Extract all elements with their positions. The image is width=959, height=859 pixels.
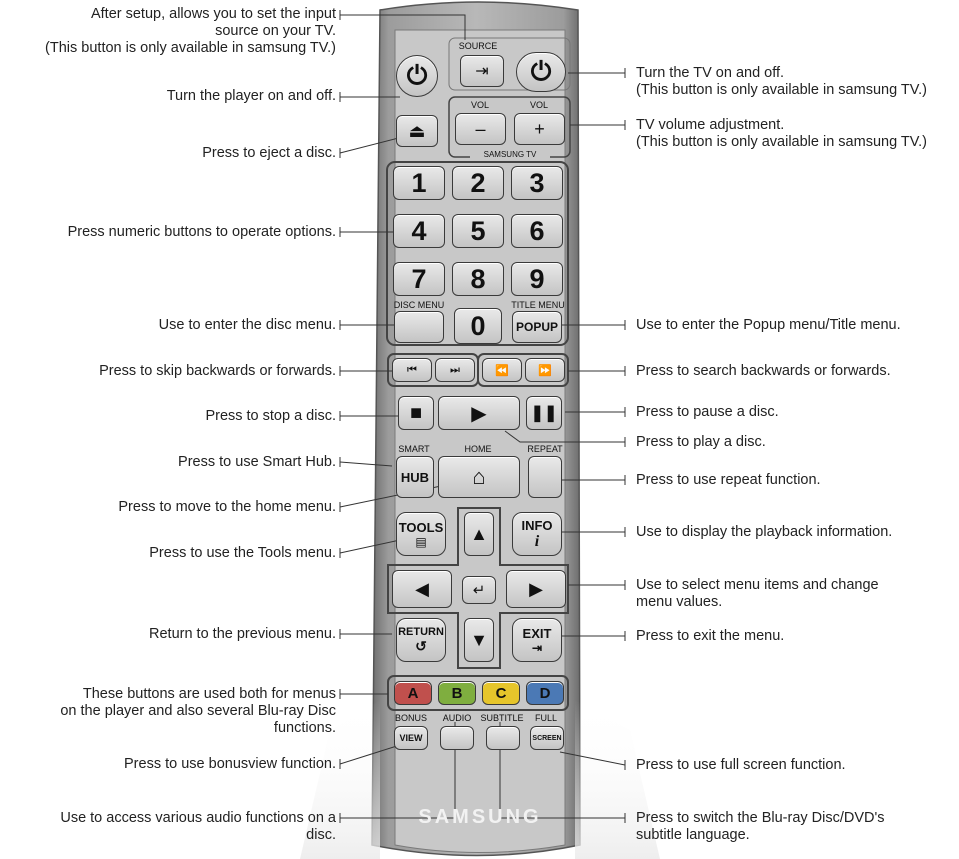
enter-icon: ↵ bbox=[472, 582, 486, 599]
digit-6-button[interactable]: 6 bbox=[511, 214, 563, 248]
vol-up-button[interactable]: + bbox=[514, 113, 565, 145]
input-source-icon: ⇥ bbox=[475, 63, 489, 80]
home-caption: HOME bbox=[464, 444, 492, 454]
return-label: RETURN bbox=[398, 625, 444, 638]
label-tv-power bbox=[636, 65, 959, 99]
label-source-line3: (This button is only available in samsung TV.) bbox=[45, 40, 336, 56]
player-power-button[interactable] bbox=[396, 55, 438, 97]
popup-button[interactable]: POPUP bbox=[512, 311, 562, 343]
tools-icon: ▤ bbox=[415, 534, 427, 549]
search-back-button[interactable] bbox=[482, 358, 522, 382]
eject-icon: ⏏ bbox=[408, 120, 426, 141]
color-key-d[interactable]: D bbox=[526, 681, 564, 705]
digit-8-button[interactable]: 8 bbox=[452, 262, 504, 296]
label-search: Press to search backwards or forwards. bbox=[636, 363, 891, 379]
repeat-button[interactable] bbox=[528, 456, 562, 498]
smart-hub-button[interactable]: HUB bbox=[396, 456, 434, 498]
vol-plus-caption: VOL bbox=[529, 100, 548, 110]
label-audio-line1: Use to access various audio functions on a bbox=[60, 810, 336, 826]
label-eject: Press to eject a disc. bbox=[202, 145, 336, 161]
play-icon: ▶ bbox=[471, 402, 487, 425]
exit-label: EXIT bbox=[522, 625, 552, 641]
home-icon: ⌂ bbox=[472, 464, 486, 489]
label-info: Use to display the playback information. bbox=[636, 524, 893, 540]
label-disc-menu: Use to enter the disc menu. bbox=[158, 317, 336, 333]
audio-button[interactable] bbox=[440, 726, 474, 750]
label-numeric: Press numeric buttons to operate options. bbox=[67, 224, 336, 240]
label-stop: Press to stop a disc. bbox=[205, 408, 336, 424]
skip-back-icon: ⏮ bbox=[407, 363, 417, 376]
label-player-power: Turn the player on and off. bbox=[166, 88, 336, 104]
smart-caption: SMART bbox=[398, 444, 430, 454]
digit-0-button[interactable]: 0 bbox=[454, 308, 502, 344]
subtitle-caption: SUBTITLE bbox=[480, 713, 524, 723]
samsung-tv-caption: SAMSUNG TV bbox=[470, 150, 550, 159]
return-button[interactable] bbox=[396, 618, 446, 662]
color-key-a[interactable]: A bbox=[394, 681, 432, 705]
fast-forward-icon: ⏩ bbox=[538, 364, 552, 377]
play-button[interactable] bbox=[438, 396, 520, 430]
bonusview-button[interactable]: VIEW bbox=[394, 726, 428, 750]
label-subtitle-line1: Press to switch the Blu-ray Disc/DVD's bbox=[636, 810, 885, 826]
label-subtitle bbox=[636, 810, 959, 844]
label-color-line3: functions. bbox=[273, 720, 336, 736]
info-label: INFO bbox=[521, 517, 553, 533]
digit-5-button[interactable]: 5 bbox=[452, 214, 504, 248]
home-button[interactable] bbox=[438, 456, 520, 498]
full-screen-button[interactable]: SCREEN bbox=[530, 726, 564, 750]
audio-caption: AUDIO bbox=[442, 713, 472, 723]
title-menu-caption: TITLE MENU bbox=[511, 300, 565, 310]
label-exit: Press to exit the menu. bbox=[636, 628, 785, 644]
skip-forward-icon: ⏭ bbox=[450, 363, 460, 376]
digit-9-button[interactable]: 9 bbox=[511, 262, 563, 296]
label-home: Press to move to the home menu. bbox=[118, 499, 336, 515]
enter-button[interactable] bbox=[462, 576, 496, 604]
digit-4-button[interactable]: 4 bbox=[393, 214, 445, 248]
nav-left-button[interactable] bbox=[392, 570, 452, 608]
label-return: Return to the previous menu. bbox=[149, 626, 336, 642]
full-caption: FULL bbox=[534, 713, 557, 723]
search-forward-button[interactable] bbox=[525, 358, 565, 382]
tv-power-button[interactable] bbox=[516, 52, 566, 92]
source-button[interactable] bbox=[460, 55, 504, 87]
vol-down-button[interactable]: – bbox=[455, 113, 506, 145]
eject-button[interactable] bbox=[396, 115, 438, 147]
source-caption: SOURCE bbox=[458, 41, 498, 51]
arrow-down-icon: ▼ bbox=[470, 629, 488, 650]
exit-button[interactable] bbox=[512, 618, 562, 662]
label-subtitle-line2: subtitle language. bbox=[636, 827, 750, 843]
color-key-b[interactable]: B bbox=[438, 681, 476, 705]
color-key-c[interactable]: C bbox=[482, 681, 520, 705]
arrow-up-icon: ▲ bbox=[470, 523, 488, 544]
label-tools: Press to use the Tools menu. bbox=[149, 545, 336, 561]
nav-down-button[interactable] bbox=[464, 618, 494, 662]
label-tv-power-line1: Turn the TV on and off. bbox=[636, 65, 785, 81]
label-color-line2: on the player and also several Blu-ray Disc bbox=[60, 703, 336, 719]
label-source-line1: After setup, allows you to set the input bbox=[90, 6, 336, 22]
label-navigate-line2: menu values. bbox=[636, 594, 723, 610]
stop-button[interactable] bbox=[398, 396, 434, 430]
label-skip: Press to skip backwards or forwards. bbox=[99, 363, 336, 379]
digit-1-button[interactable]: 1 bbox=[393, 166, 445, 200]
nav-right-button[interactable] bbox=[506, 570, 566, 608]
digit-3-button[interactable]: 3 bbox=[511, 166, 563, 200]
label-navigate bbox=[636, 577, 959, 611]
subtitle-button[interactable] bbox=[486, 726, 520, 750]
label-color-buttons bbox=[0, 686, 336, 737]
label-source bbox=[0, 6, 336, 57]
arrow-right-icon: ▶ bbox=[529, 578, 543, 599]
disc-menu-caption: DISC MENU bbox=[393, 300, 445, 310]
power-icon: ⏻ bbox=[406, 60, 428, 90]
label-audio bbox=[0, 810, 336, 844]
digit-2-button[interactable]: 2 bbox=[452, 166, 504, 200]
label-play: Press to play a disc. bbox=[636, 434, 766, 450]
label-tv-volume bbox=[636, 117, 959, 151]
label-bonusview: Press to use bonusview function. bbox=[124, 756, 336, 772]
rewind-icon: ⏪ bbox=[495, 364, 509, 377]
label-tv-volume-line2: (This button is only available in samsung TV.) bbox=[636, 134, 927, 150]
return-icon: ↺ bbox=[415, 637, 427, 654]
power-icon: ⏻ bbox=[530, 56, 552, 86]
bonus-caption: BONUS bbox=[394, 713, 427, 723]
label-pause: Press to pause a disc. bbox=[636, 404, 779, 420]
label-smart-hub: Press to use Smart Hub. bbox=[178, 454, 336, 470]
disc-menu-button[interactable] bbox=[394, 311, 444, 343]
stop-icon: ■ bbox=[409, 401, 423, 424]
exit-icon: ⇥ bbox=[531, 640, 543, 655]
label-full-screen: Press to use full screen function. bbox=[636, 757, 846, 773]
label-tv-power-line2: (This button is only available in samsung TV.) bbox=[636, 82, 927, 98]
digit-7-button[interactable]: 7 bbox=[393, 262, 445, 296]
nav-up-button[interactable] bbox=[464, 512, 494, 556]
tools-label: TOOLS bbox=[398, 519, 444, 535]
skip-back-button[interactable] bbox=[392, 358, 432, 382]
repeat-caption: REPEAT bbox=[527, 444, 563, 454]
label-repeat: Press to use repeat function. bbox=[636, 472, 821, 488]
pause-icon: ❚❚ bbox=[530, 405, 558, 422]
pause-button[interactable] bbox=[526, 396, 562, 430]
label-navigate-line1: Use to select menu items and change bbox=[636, 577, 879, 593]
info-button[interactable] bbox=[512, 512, 562, 556]
label-color-line1: These buttons are used both for menus bbox=[82, 686, 336, 702]
arrow-left-icon: ◀ bbox=[415, 578, 429, 599]
vol-minus-caption: VOL bbox=[470, 100, 489, 110]
label-tv-volume-line1: TV volume adjustment. bbox=[636, 117, 785, 133]
label-source-line2: source on your TV. bbox=[215, 23, 336, 39]
brand-logo: SAMSUNG bbox=[418, 806, 542, 828]
label-popup: Use to enter the Popup menu/Title menu. bbox=[636, 317, 901, 333]
skip-forward-button[interactable] bbox=[435, 358, 475, 382]
label-audio-line2: disc. bbox=[306, 827, 336, 843]
tools-button[interactable] bbox=[396, 512, 446, 556]
info-icon: i bbox=[534, 532, 540, 550]
